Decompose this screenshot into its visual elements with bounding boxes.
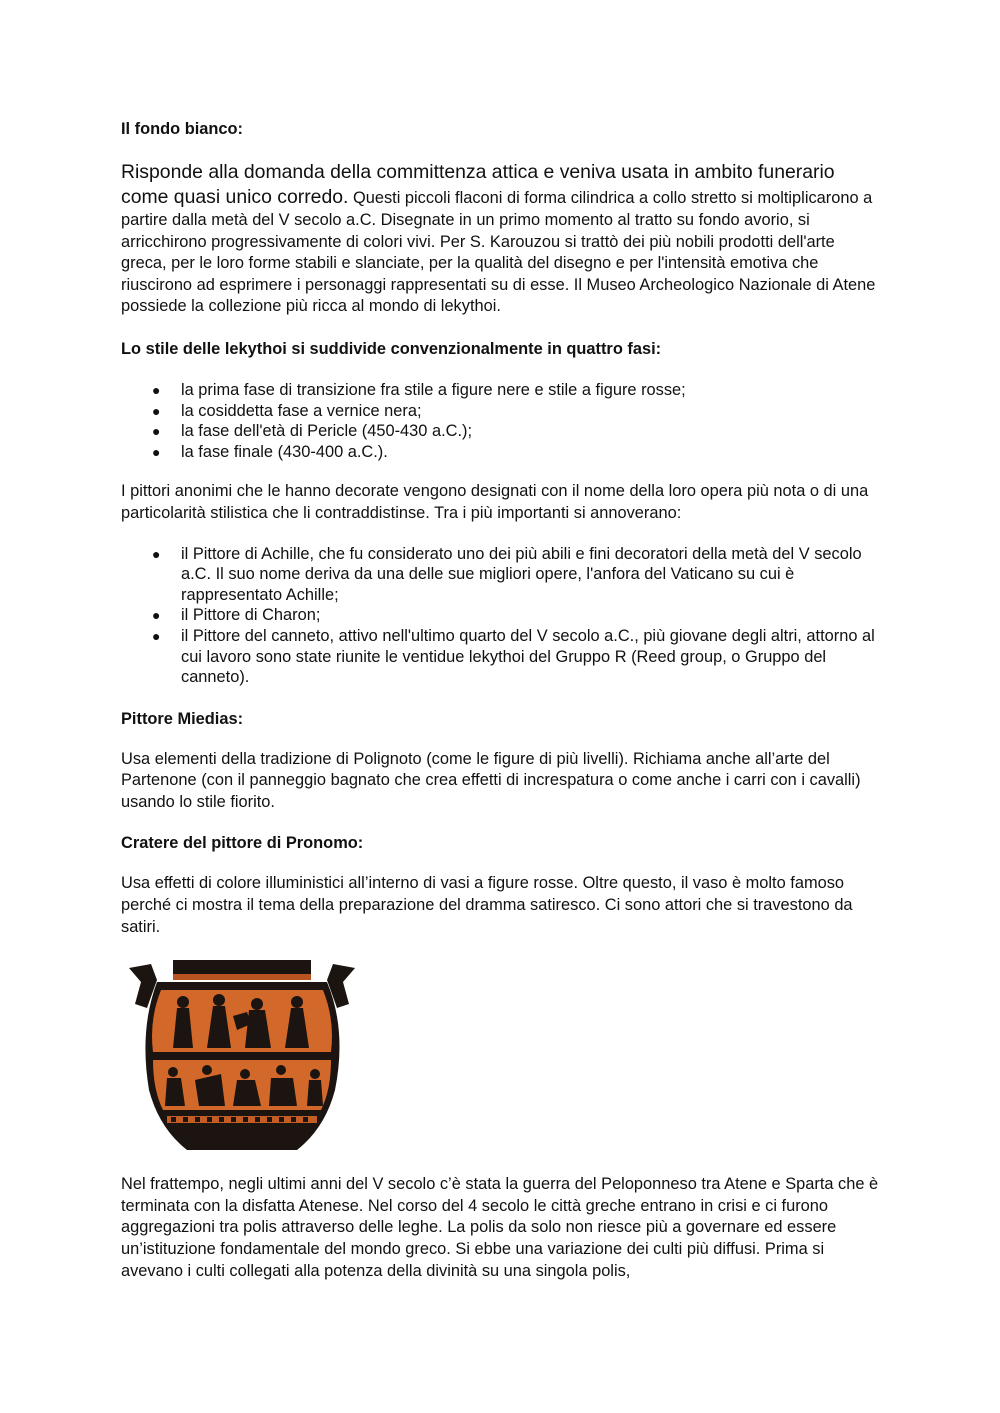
bullet-icon: ● xyxy=(152,607,161,624)
intro-large-text: Risponde alla domanda della committenza attica e veniva usata in ambito funerario come quasi unico corredo. xyxy=(121,161,835,208)
document-content xyxy=(121,118,881,1282)
paragraph-fondo-bianco xyxy=(121,160,881,318)
list-item: ● la fase finale (430-400 a.C.). xyxy=(152,442,388,461)
vase-image xyxy=(121,960,363,1150)
heading-fondo-bianco: Il fondo bianco: xyxy=(121,120,244,138)
bullet-icon: ● xyxy=(152,402,161,419)
bullet-icon: ● xyxy=(152,443,161,460)
list-item: ● il Pittore di Achille, che fu considerato uno dei più abili e fini decoratori della metà del V secolo a.C. Il suo nome deriva da una delle sue migliori opere, l'anfora del Vaticano su cui è rappresentato Achille; xyxy=(152,544,862,604)
list-item: ● il Pittore del canneto, attivo nell'ultimo quarto del V secolo a.C., più giovane degli altri, attorno al cui lavoro sono state riunite le ventidue lekythoi del Gruppo R (Reed group, o Gruppo del canneto). xyxy=(152,626,875,687)
bullet-icon: ● xyxy=(152,627,161,644)
paragraph-guerra-peloponneso: Nel frattempo, negli ultimi anni del V secolo c’è stata la guerra del Peloponneso tra Atene e Sparta che è terminata con la disfatta Atenese. Nel corso del 4 secolo le città greche entrano in crisi e ci furono aggregazioni tra polis attraverso delle leghe. La polis da solo non riesce più a governare ed essere un’istituzione fondamentale del mondo greco. Si ebbe una variazione dei culti più diffusi. Prima si avevano i culti collegati alla potenza della divinità su una singola polis, xyxy=(121,1175,879,1280)
intro-rest-text: Questi piccoli flaconi di forma cilindrica a collo stretto si moltiplicarono a partire dalla metà del V secolo a.C. Disegnate in un primo momento al tratto su fondo avorio, si arricchirono progressivamente di colori vivi. Per S. Karouzou si trattò dei più nobili prodotti dell'arte greca, per le loro forme stabili e slanciate, per la qualità del disegno e per l'intensità emotiva che riuscirono ad esprimere i personaggi rappresentati su di esse. Il Museo Archeologico Nazionale di Atene possiede la collezione più ricca al mondo di lekythoi. xyxy=(121,189,876,316)
bullet-icon: ● xyxy=(152,423,161,440)
heading-stile-lekythoi: Lo stile delle lekythoi si suddivide convenzionalmente in quattro fasi: xyxy=(121,339,662,358)
list-item: ● la cosiddetta fase a vernice nera; xyxy=(152,401,422,420)
list-item: ● la prima fase di transizione fra stile a figure nere e stile a figure rosse; xyxy=(152,380,686,399)
heading-cratere-pronomo: Cratere del pittore di Pronomo: xyxy=(121,834,364,853)
bullet-icon: ● xyxy=(152,381,161,398)
red-figure-crater-illustration xyxy=(121,960,363,1150)
bullet-icon: ● xyxy=(152,545,161,562)
list-item: ● il Pittore di Charon; xyxy=(152,606,321,625)
paragraph-cratere-pronomo: Usa effetti di colore illuministici all’interno di vasi a figure rosse. Oltre questo, il vaso è molto famoso perché ci mostra il tema della preparazione del dramma satiresco. Ci sono attori che si travestono da satiri. xyxy=(121,874,853,936)
heading-pittore-miedias: Pittore Miedias: xyxy=(121,709,244,728)
paragraph-pittore-miedias: Usa elementi della tradizione di Polignoto (come le figure di più livelli). Richiama anche all’arte del Partenone (con il panneggio bagnato che crea effetti di increspatura o come anche i carri con i cavalli) usando lo stile fiorito. xyxy=(121,749,861,811)
list-item: ● la fase dell'età di Pericle (450-430 a.C.); xyxy=(152,422,473,441)
list-pittori xyxy=(121,544,881,688)
paragraph-pittori-anonimi: I pittori anonimi che le hanno decorate vengono designati con il nome della loro opera più nota o di una particolarità stilistica che li contraddistinse. Tra i più importanti si annoverano: xyxy=(121,482,869,522)
list-fasi xyxy=(121,380,881,462)
